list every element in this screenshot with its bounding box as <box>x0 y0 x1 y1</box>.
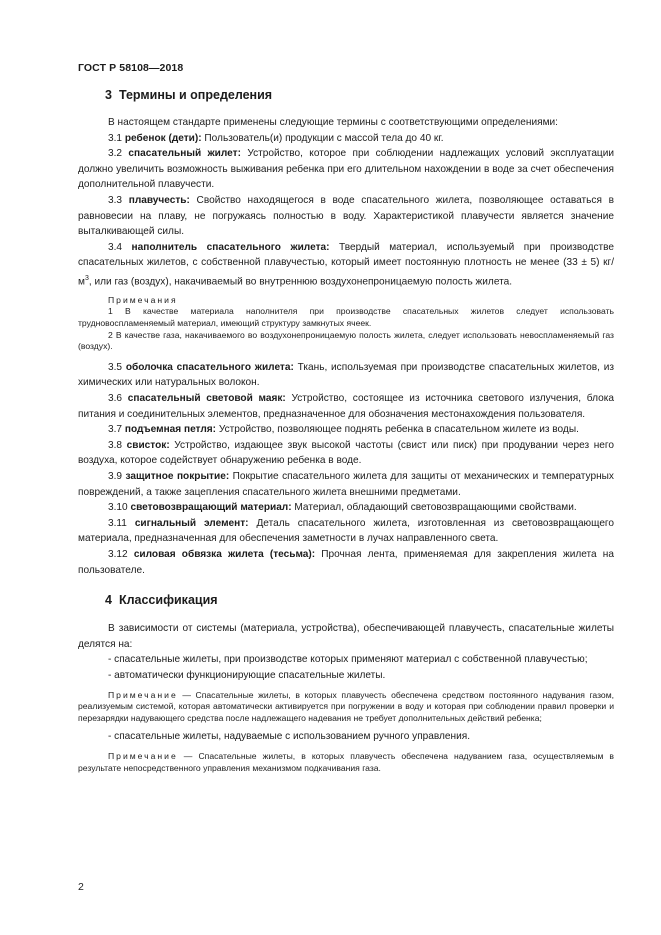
term-definition <box>78 438 614 469</box>
note-text: — Спасательные жилеты, в которых плавучесть обеспечена надуванием газа, осуществляемым в результате непосредственного управления механизмом подкачивания газа. <box>78 750 614 773</box>
section-title: Термины и определения <box>118 88 273 102</box>
term-number: 3.1 <box>108 132 123 144</box>
term-number: 3.11 <box>108 517 127 529</box>
term-name: плавучесть: <box>128 194 190 206</box>
term-text: Твердый материал, используемый при производстве спасательных жилетов, с собственной плавучестью, который имеет постоянную плотность не менее (33 ± 5) кг/м <box>78 241 614 288</box>
term-text: Пользователь(и) продукции с массой тела до 40 кг. <box>204 132 444 144</box>
term-definition <box>78 469 614 500</box>
term-text: Устройство, издающее звук высокой частоты (свист или писк) при продувании через него воздуха, которое содействует обнаружению ребенка в воде. <box>78 439 614 467</box>
term-name: свисток: <box>126 439 170 451</box>
term-name: спасательный жилет: <box>128 148 241 160</box>
list-item: - автоматически функционирующие спасательные жилеты. <box>108 669 386 681</box>
section-intro: В зависимости от системы (материала, устройства), обеспечивающей плавучесть, спасательные жилеты делятся на: <box>78 623 614 650</box>
term-number: 3.3 <box>108 194 123 206</box>
term-definition <box>78 422 614 438</box>
term-number: 3.9 <box>108 471 123 483</box>
note <box>78 751 614 774</box>
term-name: силовая обвязка жилета (тесьма): <box>133 548 316 560</box>
term-number: 3.5 <box>108 361 123 373</box>
section-4-heading <box>78 593 614 607</box>
term-text: Устройство, состоящее из источника светового излучения, блока питания и соединительных элементов, предназначенное для обозначения местонахождения пользователя. <box>78 393 614 420</box>
note-label: Примечание <box>108 689 178 700</box>
section-title: Классификация <box>118 593 218 608</box>
term-number: 3.8 <box>108 439 123 451</box>
notes-label: Примечания <box>108 294 178 305</box>
term-text: Деталь спасательного жилета, изготовленная из световозвращающего материала, предназначенная для обеспечения заметности в лучах направленного света. <box>78 517 615 545</box>
term-definition <box>78 193 614 240</box>
list-item: - спасательные жилеты, при производстве которых применяют материал с собственной плавучестью; <box>108 654 588 666</box>
notes-block <box>78 295 614 353</box>
term-definition <box>78 500 614 516</box>
term-definition <box>78 131 614 147</box>
term-name: спасательный световой маяк: <box>127 393 286 405</box>
term-definition <box>78 547 614 578</box>
section-number: 4 <box>105 593 112 608</box>
term-number: 3.7 <box>108 424 123 436</box>
section-number: 3 <box>105 88 112 102</box>
term-name: подъемная петля: <box>124 424 217 436</box>
term-text: Прочная лента, применяемая для закрепления жилета на пользователе. <box>78 548 614 576</box>
term-text-cont: , или газ (воздух), накачиваемый во внутреннюю воздухонепроницаемую полость жилета. <box>88 276 513 288</box>
term-definition <box>78 146 614 193</box>
term-definition <box>78 391 614 422</box>
term-number: 3.12 <box>108 548 128 560</box>
term-definition <box>78 360 614 391</box>
term-number: 3.2 <box>108 148 123 160</box>
term-number: 3.4 <box>108 241 123 253</box>
term-number: 3.6 <box>108 393 123 405</box>
note-item: 2 В качестве газа, накачиваемого во воздухонепроницаемую полость жилета, следует использовать невоспламеняемый газ (воздух). <box>78 329 614 352</box>
superscript: 3 <box>84 274 89 282</box>
document-code: ГОСТ Р 58108—2018 <box>78 62 184 74</box>
term-definition <box>78 516 614 547</box>
term-name: защитное покрытие: <box>125 471 230 483</box>
section-3-heading <box>78 88 614 102</box>
note-item: 1 В качестве материала наполнителя при производстве спасательных жилетов следует использовать трудновоспламеняемый материал, имеющий структуру замкнутых ячеек. <box>78 306 614 329</box>
term-text: Покрытие спасательного жилета для защиты от механических и температурных повреждений, а также зацепления спасательного жилета внешними предметами. <box>78 471 614 498</box>
page-content <box>78 88 614 774</box>
term-text: Материал, обладающий световозвращающими свойствами. <box>294 502 577 514</box>
note-text: — Спасательные жилеты, в которых плавучесть обеспечена средством постоянного надувания газом, реализуемым системой, которая автоматически активируется при погружении в воду и которая при соблюдении правил проверки и перезарядки надувающего средства после надлежащего надевания не требует дополнительных действий ребенка; <box>78 689 614 723</box>
term-text: Устройство, позволяющее поднять ребенка в спасательном жилете из воды. <box>218 424 579 436</box>
term-definition <box>78 240 614 290</box>
term-name: оболочка спасательного жилета: <box>125 361 294 373</box>
list-item: - спасательные жилеты, надуваемые с использованием ручного управления. <box>108 731 471 743</box>
term-name: сигнальный элемент: <box>134 517 249 529</box>
note-label: Примечание <box>108 750 178 761</box>
page-number: 2 <box>78 881 84 893</box>
term-text: Ткань, используемая при производстве спасательных жилетов, из химических или натуральных волокон. <box>78 361 614 389</box>
section-intro: В настоящем стандарте применены следующие термины с соответствующими определениями: <box>108 117 558 128</box>
term-number: 3.10 <box>108 502 128 514</box>
term-name: световозвращающий материал: <box>130 502 292 514</box>
term-text: Свойство находящегося в воде спасательного жилета, позволяющее оставаться в равновесии на плаву, не погружаясь полностью в воду. Характеристикой плавучести является значение выталкивающей силы. <box>78 194 614 238</box>
note <box>78 690 614 725</box>
term-text: Устройство, которое при соблюдении надлежащих условий эксплуатации должно увеличить возможность выживания ребенка при его длительном нахождении в воде за счет обеспечения дополнительной плавучести. <box>78 148 614 191</box>
term-name: наполнитель спасательного жилета: <box>131 241 330 253</box>
term-name: ребенок (дети): <box>124 132 202 144</box>
